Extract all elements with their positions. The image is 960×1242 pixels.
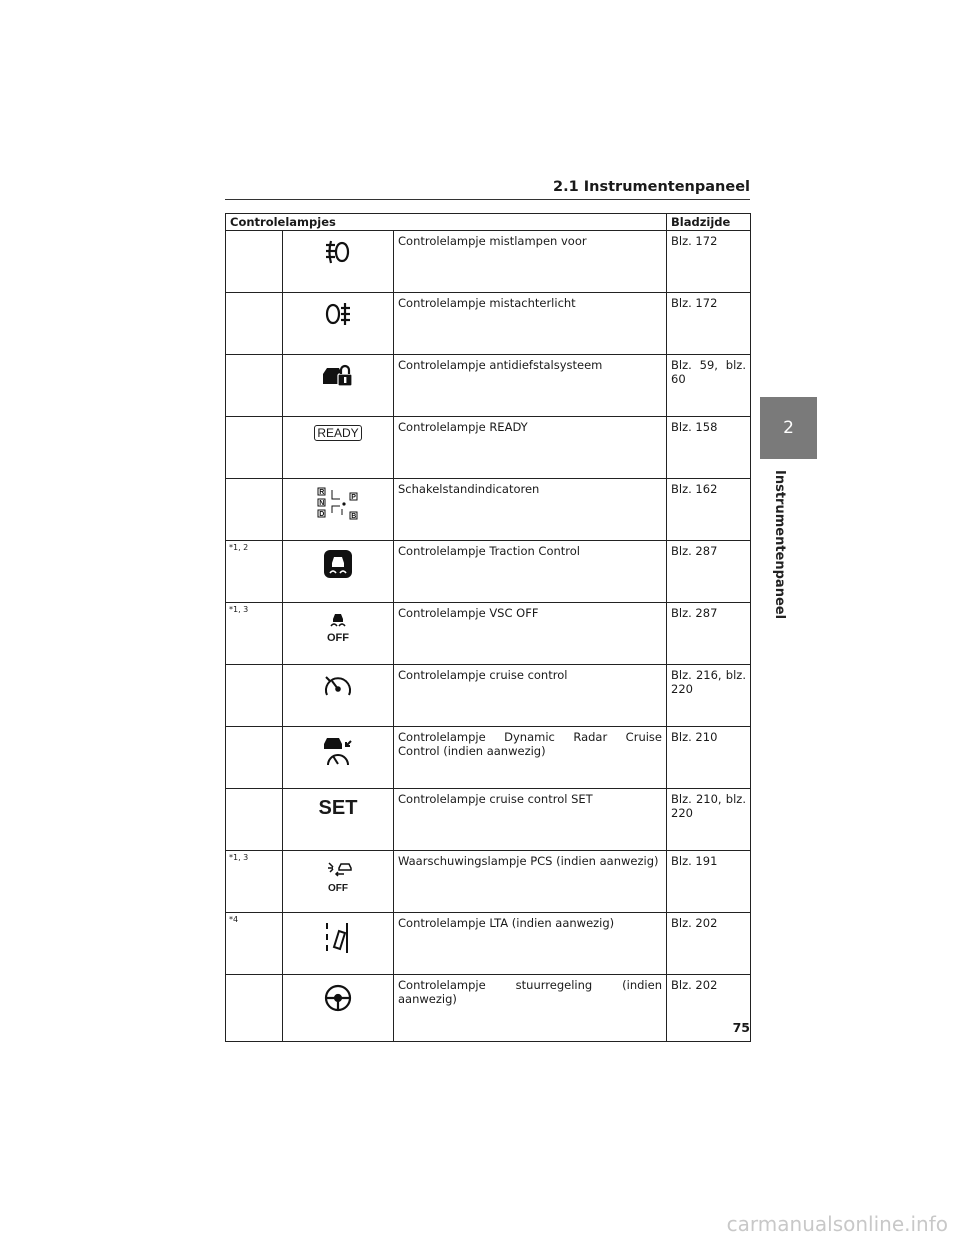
row-page: Blz. 158	[667, 417, 751, 479]
table-row	[226, 355, 751, 417]
ready-icon-text: READY	[314, 425, 361, 441]
table-row	[226, 665, 751, 727]
front-fog-light-icon	[283, 231, 394, 293]
header-page: Bladzijde	[667, 214, 751, 231]
row-description: Controlelampje LTA (indien aanwezig)	[394, 913, 667, 975]
table-row	[226, 603, 751, 665]
row-note	[226, 789, 283, 851]
svg-text:D: D	[319, 511, 325, 518]
row-page: Blz. 210, blz. 220	[667, 789, 751, 851]
row-description: Controlelampje Dynamic Radar Cruise Control (indien aanwezig)	[394, 727, 667, 789]
table-row	[226, 231, 751, 293]
section-title: 2.1 Instrumentenpaneel	[553, 179, 750, 195]
chapter-number: 2	[783, 418, 794, 438]
row-page: Blz. 287	[667, 541, 751, 603]
table-row	[226, 975, 751, 1042]
svg-text:R: R	[319, 489, 325, 496]
table-row	[226, 727, 751, 789]
svg-text:N: N	[319, 500, 325, 507]
table-row	[226, 479, 751, 541]
cruise-control-icon	[283, 665, 394, 727]
anti-theft-lock-icon	[283, 355, 394, 417]
page-number: 75	[732, 1020, 750, 1035]
table-row	[226, 789, 751, 851]
row-page: Blz. 202	[667, 913, 751, 975]
row-note: *1, 3	[226, 851, 283, 913]
row-note	[226, 231, 283, 293]
table-row	[226, 913, 751, 975]
row-note	[226, 975, 283, 1042]
row-note	[226, 727, 283, 789]
row-description: Controlelampje stuurregeling (indien aanwezig)	[394, 975, 667, 1042]
table-row	[226, 417, 751, 479]
shift-position-icon	[283, 479, 394, 541]
watermark-text: carmanualsonline.info	[726, 1212, 948, 1236]
row-note	[226, 417, 283, 479]
table-row	[226, 293, 751, 355]
cruise-set-text: SET	[318, 797, 358, 819]
row-page: Blz. 202	[667, 975, 751, 1042]
chapter-tab	[760, 397, 817, 459]
row-page: Blz. 191	[667, 851, 751, 913]
table-row	[226, 851, 751, 913]
row-page: Blz. 216, blz. 220	[667, 665, 751, 727]
row-note	[226, 479, 283, 541]
row-description: Controlelampje mistlampen voor	[394, 231, 667, 293]
row-note	[226, 293, 283, 355]
row-description: Controlelampje READY	[394, 417, 667, 479]
row-note: *4	[226, 913, 283, 975]
vsc-off-text: OFF	[327, 632, 349, 644]
row-description: Schakelstandindicatoren	[394, 479, 667, 541]
row-page: Blz. 210	[667, 727, 751, 789]
header-divider	[225, 199, 750, 200]
row-description: Waarschuwingslampje PCS (indien aanwezig)	[394, 851, 667, 913]
row-description: Controlelampje mistachterlicht	[394, 293, 667, 355]
svg-text:B: B	[351, 513, 357, 520]
ready-icon	[283, 417, 394, 479]
row-page: Blz. 59, blz. 60	[667, 355, 751, 417]
table-header-row	[226, 214, 751, 231]
steering-control-icon	[283, 975, 394, 1042]
row-note: *1, 2	[226, 541, 283, 603]
row-note	[226, 355, 283, 417]
row-note	[226, 665, 283, 727]
table-row	[226, 541, 751, 603]
header-indicators: Controlelampjes	[226, 214, 667, 231]
row-description: Controlelampje antidiefstalsysteem	[394, 355, 667, 417]
row-description: Controlelampje Traction Control	[394, 541, 667, 603]
svg-text:P: P	[351, 494, 356, 501]
indicator-table	[225, 213, 751, 1042]
row-description: Controlelampje cruise control SET	[394, 789, 667, 851]
row-page: Blz. 162	[667, 479, 751, 541]
pcs-off-icon	[283, 851, 394, 913]
pcs-off-text: OFF	[328, 883, 348, 894]
vsc-off-icon	[283, 603, 394, 665]
row-description: Controlelampje cruise control	[394, 665, 667, 727]
traction-control-icon	[283, 541, 394, 603]
cruise-set-icon	[283, 789, 394, 851]
rear-fog-light-icon	[283, 293, 394, 355]
radar-cruise-icon	[283, 727, 394, 789]
row-page: Blz. 172	[667, 231, 751, 293]
row-page: Blz. 172	[667, 293, 751, 355]
row-page: Blz. 287	[667, 603, 751, 665]
lta-icon	[283, 913, 394, 975]
row-note: *1, 3	[226, 603, 283, 665]
chapter-label: Instrumentenpaneel	[772, 470, 787, 620]
row-description: Controlelampje VSC OFF	[394, 603, 667, 665]
